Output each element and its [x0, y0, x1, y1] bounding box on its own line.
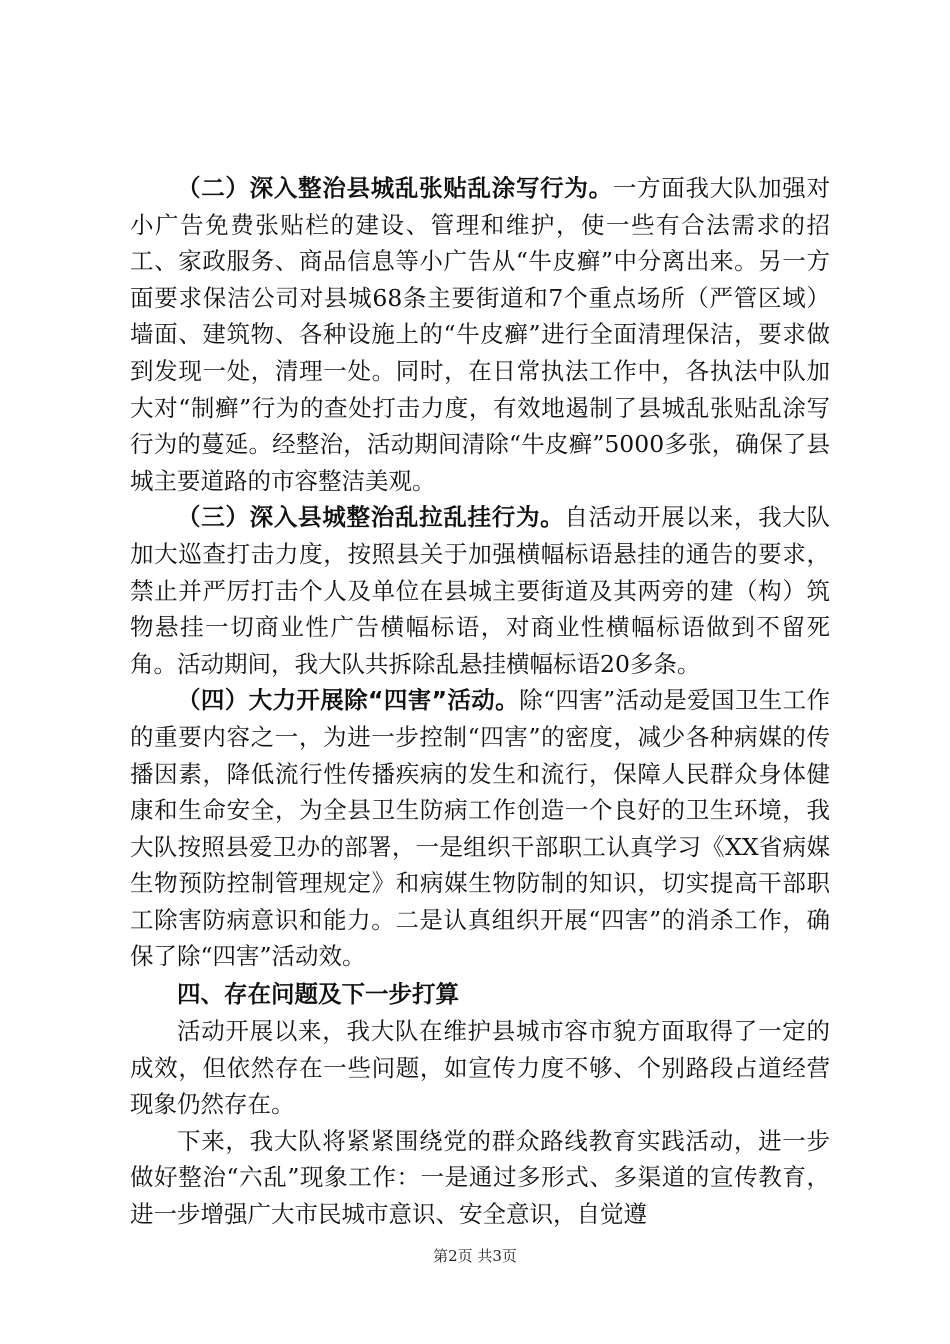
document-body [130, 170, 830, 1233]
paragraph-text: 自活动开展以来，我大队加大巡查打击力度，按照县关于加强横幅标语悬挂的通告的要求，禁止并严厉打击个人及单位在县城主要街道及其两旁的建（构）筑物悬挂一切商业性广告横幅标语，对商业性横幅标语做到不留死角。活动期间，我大队共拆除乱悬挂横幅标语20多条。 [130, 503, 831, 678]
paragraph-4 [130, 682, 830, 975]
paragraph-3 [130, 499, 830, 682]
paragraph-next-steps: 下来，我大队将紧紧围绕党的群众路线教育实践活动，进一步做好整治“六乱”现象工作：一是通过多形式、多渠道的宣传教育，进一步增强广大市民城市意识、安全意识，自觉遵 [130, 1126, 830, 1229]
paragraph-2 [130, 170, 830, 499]
paragraph-heading: （三）深入县城整治乱拉乱挂行为。 [177, 503, 565, 532]
paragraph-problems: 活动开展以来，我大队在维护县城市容市貌方面取得了一定的成效，但依然存在一些问题，如宣传力度不够、个别路段占道经营现象仍然存在。 [130, 1017, 830, 1119]
paragraph-heading: （二）深入整治县城乱张贴乱涂写行为。 [177, 174, 613, 202]
paragraph-text: 除“四害”活动是爱国卫生工作的重要内容之一，为进一步控制“四害”的密度，减少各种病媒的传播因素，降低流行性传播疾病的发生和流行，保障人民群众身体健康和生命安全，为全县卫生防病工作创造一个良好的卫生环境，我大队按照县爱卫办的部署，一是组织干部职工认真学习《XX省病媒生物预防控制管理规定》和病媒生物防制的知识，切实提高干部职工除害防病意识和能力。二是认真组织开展“四害”的消杀工作，确保了除“四害”活动效。 [130, 686, 831, 971]
paragraph-heading: （四）大力开展除“四害”活动。 [177, 686, 520, 715]
section-title: 四、存在问题及下一步打算 [177, 980, 459, 1009]
paragraph-text: 一方面我大队加强对小广告免费张贴栏的建设、管理和维护，使一些有合法需求的招工、家政服务、商品信息等小广告从“牛皮癣”中分离出来。另一方面要求保洁公司对县城68条主要街道和7个重点场所（严管区域）墙面、建筑物、各种设施上的“牛皮癣”进行全面清理保洁，要求做到发现一处，清理一处。同时，在日常执法工作中，各执法中队加大对“制癣”行为的查处打击力度，有效地遏制了县城乱张贴乱涂写行为的蔓延。经整治，活动期间清除“牛皮癣”5000多张，确保了县城主要道路的市容整洁美观。 [130, 174, 831, 495]
page-footer: 第2页 共3页 [433, 1247, 517, 1265]
